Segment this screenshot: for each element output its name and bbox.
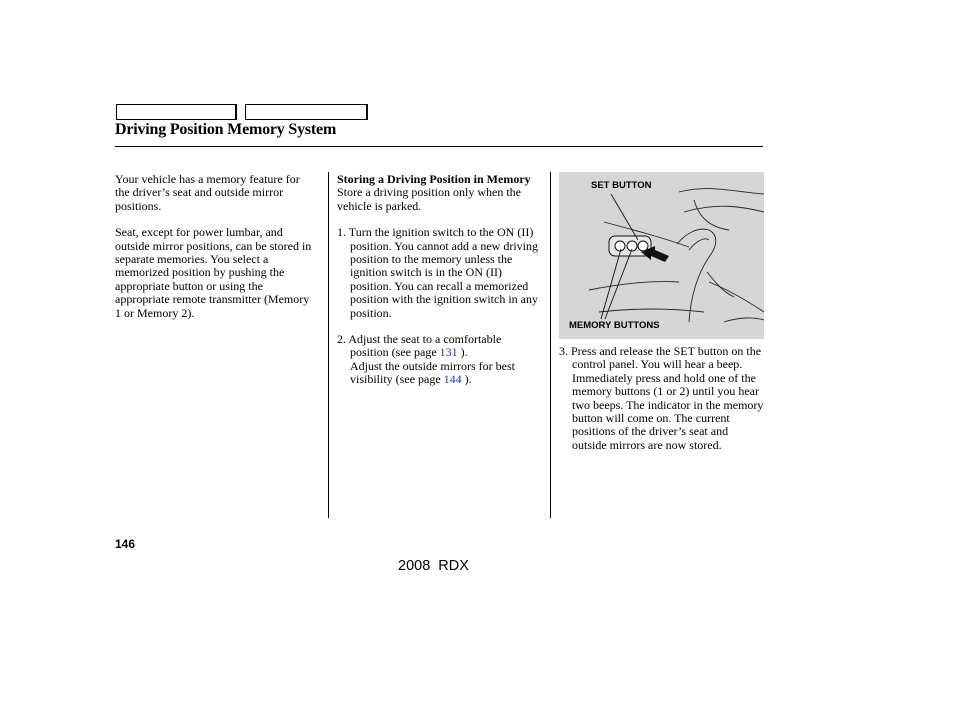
section-intro: Store a driving position only when the vehicle is parked.: [337, 185, 521, 213]
step-2-mirrors-text-end: ).: [461, 372, 472, 387]
step-2-text-end: ).: [457, 345, 468, 360]
page-number: 146: [115, 537, 136, 551]
header-tab-1: [116, 104, 237, 120]
step-2: [337, 333, 542, 360]
intro-paragraph-1: Your vehicle has a memory feature for the driver’s seat and outside mirror positions.: [115, 172, 300, 213]
column-step-3: [559, 345, 764, 452]
page-link-144[interactable]: 144: [443, 372, 462, 387]
column-divider-2: [550, 172, 551, 518]
model-footer: 2008 RDX: [398, 558, 469, 574]
step-1: 1. Turn the ignition switch to the ON (II) position. You cannot add a new driving position to the memory unless the ignition switch is in the ON (II) position. You can recall a memorized position with the ignition switch in any position.: [337, 225, 538, 320]
section-heading: Storing a Driving Position in Memory: [337, 172, 531, 186]
door-panel-drawing: [559, 172, 764, 339]
column-storing: [337, 173, 542, 387]
title-rule: [115, 146, 763, 147]
set-button-label: SET BUTTON: [591, 180, 652, 191]
page-link-131[interactable]: 131: [439, 345, 458, 360]
column-intro: [115, 173, 315, 320]
memory-buttons-illustration: [559, 172, 764, 339]
page-title: Driving Position Memory System: [115, 121, 337, 138]
step-3: 3. Press and release the SET button on the control panel. You will hear a beep. Immediately press and hold one of the memory buttons (1 or 2) until you hear two beeps. The indicator in the memory button will come on. The current positions of the driver’s seat and outside mirrors are now stored.: [559, 344, 764, 452]
step-2-mirrors-text: Adjust the outside mirrors for best visibility (see page: [350, 358, 515, 387]
step-2-text: 2. Adjust the seat to a comfortable position (see page: [337, 332, 502, 360]
column-divider-1: [328, 172, 329, 518]
intro-paragraph-2: Seat, except for power lumbar, and outside mirror positions, can be stored in separate memories. You select a memorized position by pushing the appropriate button or using the appropriate remote transmitter (Memory 1 or Memory 2).: [115, 225, 312, 320]
step-2-mirrors: [337, 360, 542, 387]
memory-buttons-label: MEMORY BUTTONS: [569, 320, 660, 331]
header-tab-2: [245, 104, 368, 120]
